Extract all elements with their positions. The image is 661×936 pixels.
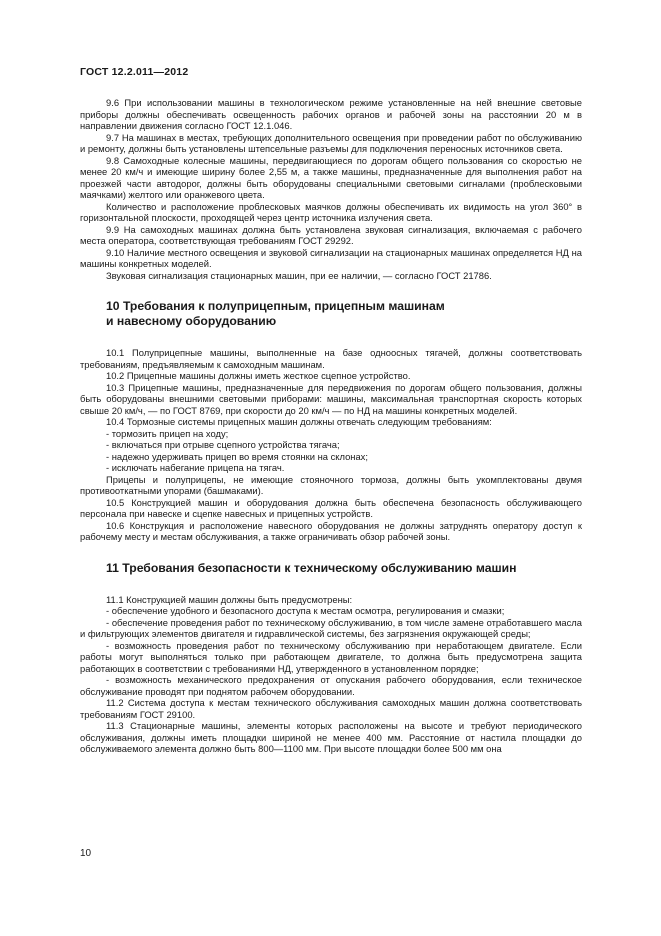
paragraph-9-6: 9.6 При использовании машины в технологическом режиме установленные на ней внешние световые приборы должны обеспечивать освещенность рабочих органов и рабочей зоны на расстоянии 20 м в направлении движения согласно ГОСТ 12.1.046. [80, 97, 582, 131]
document-body [80, 97, 582, 755]
paragraph-9-7: 9.7 На машинах в местах, требующих дополнительного освещения при проведении работ по обслуживанию и ремонту, должны быть установлены штепсельные разъемы для подключения переносных источников света. [80, 131, 582, 154]
page-number: 10 [80, 848, 92, 859]
section-10-heading-line2: и навесному оборудованию [106, 314, 277, 328]
paragraph-9-10-sound: Звуковая сигнализация стационарных машин, при ее наличии, — согласно ГОСТ 21786. [106, 269, 492, 281]
list-item: - возможность проведения работ по техническому обслуживанию при неработающем двигателе. Если работы могут выполняться только при работающем двигателе, то должна быть предусмотрена защита работающих в соответствии с требованиями НД, утвержденного в установленном порядке; [80, 639, 582, 674]
paragraph-10-1: 10.1 Полуприцепные машины, выполненные на базе одноосных тягачей, должны соответствовать требованиям, предъявляемым к самоходным машинам. [80, 347, 582, 370]
list-item: - включаться при отрыве сцепного устройства тягача; [106, 439, 340, 450]
paragraph-10-6: 10.6 Конструкция и расположение навесного оборудования не должны затруднять оператору доступ к рабочему месту и местам обслуживания, а также ограничивать обзор рабочей зоны. [80, 519, 582, 542]
paragraph-10-4: 10.4 Тормозные системы прицепных машин должны отвечать следующим требованиям: [106, 416, 492, 427]
list-item: - надежно удерживать прицеп во время стоянки на склонах; [106, 450, 368, 462]
document-header: ГОСТ 12.2.011—2012 [80, 66, 189, 78]
list-item: - тормозить прицеп на ходу; [106, 427, 229, 439]
paragraph-9-8-beacons: Количество и расположение проблесковых маячков должны обеспечивать их видимость на угол 360° в горизонтальной плоскости, проходящей через центр источника излучения света. [80, 200, 582, 223]
paragraph-11-1: 11.1 Конструкцией машин должны быть предусмотрены: [106, 593, 353, 605]
paragraph-9-10: 9.10 Наличие местного освещения и звуковой сигнализации на стационарных машинах определяется НД на машины конкретных моделей. [80, 246, 582, 269]
section-10-heading [80, 299, 582, 329]
paragraph-10-2: 10.2 Прицепные машины должны иметь жесткое сцепное устройство. [106, 370, 411, 381]
section-10-heading-line1: 10 Требования к полуприцепным, прицепным машинам [106, 299, 445, 313]
list-item: - обеспечение удобного и безопасного доступа к местам осмотра, регулирования и смазки; [106, 605, 505, 616]
paragraph-9-8: 9.8 Самоходные колесные машины, передвигающиеся по дорогам общего пользования со скоростью не менее 20 км/ч и имеющие ширину более 2,55 м, а также машины, предназначенные для выполнения работ на проезжей части автодорог, должны быть оборудованы специальными световыми сигналами (проблесковыми маячками) желтого или оранжевого цвета. [80, 154, 582, 200]
paragraph-10-3: 10.3 Прицепные машины, предназначенные для передвижения по дорогам общего пользования, должны быть оборудованы внешними световыми приборами: машины, максимальная транспортная скорость которых свыше 20 км/ч, — по ГОСТ 8769, при скорости до 20 км/ч — по НД на машины конкретных моделей. [80, 381, 582, 416]
paragraph-9-9: 9.9 На самоходных машинах должна быть установлена звуковая сигнализация, включаемая с рабочего места оператора, соответствующая требованиям ГОСТ 29292. [80, 223, 582, 246]
paragraph-10-4-trailers: Прицепы и полуприцепы, не имеющие стояночного тормоза, должны быть укомплектованы двумя противооткатными упорами (башмаками). [80, 473, 582, 496]
list-item: - возможность механического предохранения от опускания рабочего оборудования, если техническое обслуживание проводят при поднятом рабочем оборудовании. [80, 674, 582, 697]
list-item: - обеспечение проведения работ по техническому обслуживанию, в том числе замене отработавшего масла и фильтрующих элементов двигателя и гидравлической системы, без загрязнения окружающей среды; [80, 616, 582, 639]
paragraph-10-5: 10.5 Конструкцией машин и оборудования должна быть обеспечена безопасность обслуживающего персонала при навеске и сцепке навесных и прицепных устройств. [80, 496, 582, 519]
paragraph-11-3: 11.3 Стационарные машины, элементы которых расположены на высоте и требуют периодического обслуживания, должны иметь площадки шириной не менее 400 мм. Расстояние от настила площадки до обслуживаемого элемента должно быть 800—1100 мм. При высоте площадки более 500 мм она [80, 720, 582, 754]
list-item: - исключать набегание прицепа на тягач. [106, 462, 285, 473]
section-11-heading: 11 Требования безопасности к техническому обслуживанию машин [106, 560, 517, 575]
paragraph-11-2: 11.2 Система доступа к местам технического обслуживания самоходных машин должна соответствовать требованиям ГОСТ 29100. [80, 697, 582, 720]
